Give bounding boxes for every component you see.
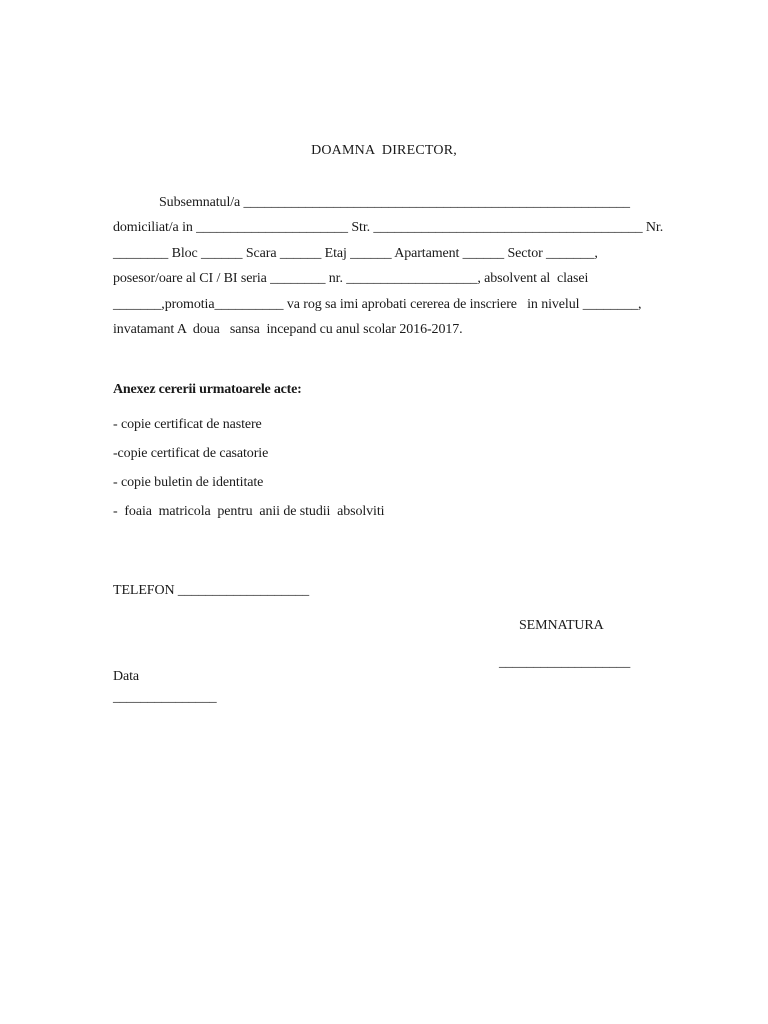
annex-item: -copie certificat de casatorie (113, 446, 269, 461)
document-title: DOAMNA DIRECTOR, (311, 143, 457, 158)
signature-label: SEMNATURA (519, 618, 604, 633)
body-line-3: ________ Bloc ______ Scara ______ Etaj ______ Apartament ______ Sector _______, (113, 246, 598, 261)
body-line-6: invatamant A doua sansa incepand cu anul scolar 2016-2017. (113, 322, 463, 337)
annex-item: - foaia matricola pentru anii de studii absolviti (113, 504, 385, 519)
date-line: _______________ (113, 690, 217, 705)
body-line-2: domiciliat/a in ______________________ Str. _______________________________________ Nr. (113, 220, 664, 235)
body-line-4: posesor/oare al CI / BI seria ________ nr. ___________________, absolvent al clasei (113, 271, 589, 286)
annex-item: - copie certificat de nastere (113, 417, 262, 432)
phone-field: TELEFON ___________________ (113, 583, 310, 598)
body-line-5: _______,promotia__________ va rog sa imi aprobati cererea de inscriere in nivelul ________, (113, 297, 642, 312)
body-line-1: Subsemnatul/a ________________________________________________________ (159, 195, 630, 210)
signature-line: ___________________ (499, 655, 631, 670)
annex-item: - copie buletin de identitate (113, 475, 264, 490)
date-label: Data (113, 669, 140, 684)
annex-heading: Anexez cererii urmatoarele acte: (113, 382, 302, 397)
